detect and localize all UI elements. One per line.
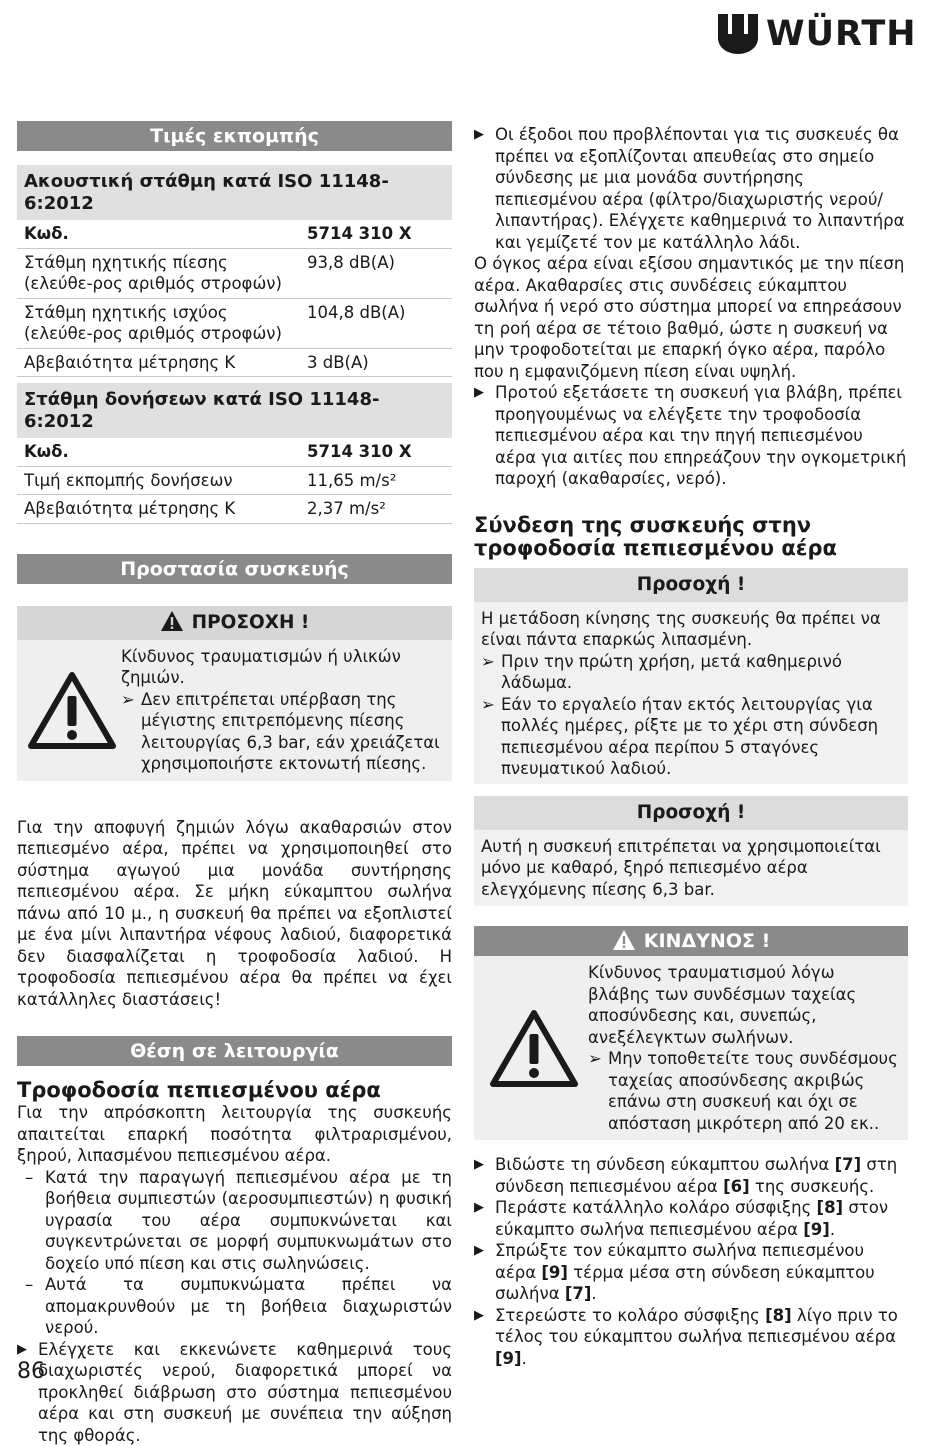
- warning-triangle-icon: [23, 646, 121, 775]
- step-text: .: [522, 1349, 527, 1368]
- arrow-bullet-icon: ➢: [481, 694, 495, 716]
- list-item: [17, 1339, 452, 1446]
- caution-box-lubrication: [474, 568, 908, 784]
- wurth-emblem-icon: [716, 12, 760, 56]
- table-row: [17, 348, 452, 377]
- acoustic-table: [17, 165, 452, 377]
- danger-title: ΚΙΝΔΥΝΟΣ !: [644, 930, 770, 952]
- step-text: Σπρώξτε τον εύκαμπτο σωλήνα πεπιεσμένου αέρα: [495, 1241, 864, 1282]
- list-item-text: Κατά την παραγωγή πεπιεσμένου αέρα με τη βοήθεια συμπιεστών (αεροσυμπιεστών) η φυσική υγρασία του αέρα συμπυκνώνεται και συγκεντρώνεται σε μορφή συμπυκνωμάτων στο δοχείο υπό πίεση και στις σωληνώσεις.: [45, 1167, 452, 1275]
- arrow-bullet-icon: ➢: [588, 1048, 602, 1070]
- warning-small-icon: [160, 610, 184, 644]
- row-label: Στάθμη ηχητικής πίεσης (ελεύθε-ρος αριθμός στροφών): [17, 248, 300, 298]
- list-item: [474, 1154, 908, 1197]
- wurth-logo: [716, 12, 912, 56]
- list-item: [17, 1274, 452, 1339]
- caution-text: Αυτή η συσκευή επιτρέπεται να χρησιμοποιείται μόνο με καθαρό, ξηρό πεπιεσμένο αέρα ελεγχόμενης πίεσης 6,3 bar.: [474, 830, 908, 907]
- step-text: στη σύνδεση πεπιεσμένου αέρα: [495, 1155, 897, 1196]
- acoustic-header: Ακουστική στάθμη κατά ISO 11148-6:2012: [17, 165, 452, 220]
- row-value: 11,65 m/s²: [300, 466, 452, 495]
- caution-header: [17, 606, 452, 640]
- vibration-code-label: Κωδ.: [17, 438, 300, 466]
- caution-title: ΠΡΟΣΟΧΗ !: [192, 612, 310, 633]
- step-ref: [7]: [835, 1155, 862, 1174]
- triangle-bullet-icon: ▶: [474, 1240, 484, 1262]
- protection-paragraph: Για την αποφυγή ζημιών λόγω ακαθαρσιών στον πεπιεσμένο αέρα, πρέπει να χρησιμοποιηθεί στο σύστημα αγωγού μια μονάδα συντήρησης πεπιεσμένου αέρα. Σε μήκη εύκαμπτου σωλήνα πάνω από 10 μ., η συσκευή θα πρέπει να εξοπλιστεί με ένα μίνι λιπαντήρα νέφους λαδιού, διαφορετικά δεν διασφαλίζεται η τροφοδοσία λαδιού. Η τροφοδοσία πεπιεσμένου αέρα θα πρέπει να έχει κατάλληλες διαστάσεις!: [17, 817, 452, 1011]
- dash-bullet-icon: –: [25, 1167, 33, 1189]
- left-column: [17, 121, 452, 1446]
- step-text: .: [591, 1284, 596, 1303]
- table-row: [17, 298, 452, 348]
- step-ref: [8]: [765, 1306, 792, 1325]
- caution-box-clean-air: [474, 796, 908, 907]
- row-value: 2,37 m/s²: [300, 495, 452, 524]
- row-label: Αβεβαιότητα μέτρησης K: [17, 348, 300, 377]
- steps-list: [474, 1154, 908, 1369]
- step-ref: [6]: [723, 1177, 750, 1196]
- row-label: Στάθμη ηχητικής ισχύος (ελεύθε-ρος αριθμός στροφών): [17, 298, 300, 348]
- caution-bullet: Δεν επιτρέπεται υπέρβαση της μέγιστης επιτρεπόμενης πίεσης λειτουργίας 6,3 bar, εάν χρειάζεται χρησιμοποιήστε εκτονωτή πίεσης.: [141, 690, 440, 774]
- table-row: [17, 248, 452, 298]
- warning-small-icon: [612, 929, 636, 960]
- step-text: τέρμα μέσα στη σύνδεση εύκαμπτου σωλήνα: [495, 1263, 875, 1304]
- caution-bullet: Πριν την πρώτη χρήση, μετά καθημερινό λάδωμα.: [501, 652, 842, 693]
- list-item: [474, 382, 908, 490]
- danger-bullet: Μην τοποθετείτε τους συνδέσμους ταχείας αποσύνδεσης ακριβώς επάνω στη συσκευή και όχι σε απόσταση μικρότερη από 20 εκ..: [608, 1049, 898, 1133]
- arrow-bullet-icon: ➢: [121, 689, 135, 711]
- operation-title: Θέση σε λειτουργία: [17, 1036, 452, 1066]
- triangle-bullet-icon: ▶: [474, 124, 484, 146]
- list-item-text: Προτού εξετάσετε τη συσκευή για βλάβη, πρέπει προηγουμένως να ελέγξετε την τροφοδοσία πεπιεσμένου αέρα και την πηγή πεπιεσμένου αέρα για αιτίες που επηρεάζουν την ογκομετρική παροχή (ακαθαρσίες, νερό).: [495, 382, 908, 490]
- triangle-bullet-icon: ▶: [474, 382, 484, 404]
- table-row: [17, 495, 452, 524]
- acoustic-code-label: Κωδ.: [17, 220, 300, 248]
- caution-text: Η μετάδοση κίνησης της συσκευής θα πρέπει να είναι πάντα επαρκώς λιπασμένη.: [481, 608, 900, 651]
- step-ref: [7]: [565, 1284, 592, 1303]
- step-text: Στερεώστε το κολάρο σύσφιξης: [495, 1306, 765, 1325]
- list-item-text: Αυτά τα συμπυκνώματα πρέπει να απομακρυνθούν με τη βοήθεια διαχωριστών νερού.: [45, 1274, 452, 1339]
- step-text: στον εύκαμπτο σωλήνα πεπιεσμένου αέρα: [495, 1198, 888, 1239]
- row-value: 104,8 dB(A): [300, 298, 452, 348]
- arrow-bullet-icon: ➢: [481, 651, 495, 673]
- step-ref: [9]: [803, 1220, 830, 1239]
- volume-paragraph: Ο όγκος αέρα είναι εξίσου σημαντικός με την πίεση αέρα. Ακαθαρσίες στις συνδέσεις εύκαμπτου σωλήνα ή νερό στο σύστημα μπορεί να επηρεάσουν τη ροή αέρα σε τέτοιο βαθμό, ώστε η συσκευή να μην τροφοδοτείται με επαρκή όγκο αέρα, παρόλο που η εμφανιζόμενη πίεση είναι υψηλή.: [474, 253, 908, 382]
- right-column: [474, 124, 908, 1369]
- page-number: 86: [17, 1359, 45, 1385]
- caution-bullet: Εάν το εργαλείο ήταν εκτός λειτουργίας για πολλές ημέρες, ρίξτε με το χέρι στη σύνδεση πεπιεσμένου αέρα περίπου 5 σταγόνες πνευματικού λαδιού.: [501, 695, 878, 779]
- connection-heading: Σύνδεση της συσκευής στην τροφοδοσία πεπιεσμένου αέρα: [474, 514, 908, 560]
- triangle-bullet-icon: ▶: [474, 1305, 484, 1327]
- supply-intro: Για την απρόσκοπτη λειτουργία της συσκευής απαιτείται επαρκή ποσότητα φιλτραρισμένου, ξηρού, λιπασμένου πεπιεσμένου αέρα.: [17, 1102, 452, 1167]
- vibration-header: Στάθμη δονήσεων κατά ISO 11148-6:2012: [17, 383, 452, 438]
- step-ref: [9]: [495, 1349, 522, 1368]
- vibration-table: [17, 383, 452, 524]
- step-ref: [9]: [541, 1263, 568, 1282]
- list-item: [474, 1305, 908, 1370]
- list-item: [474, 1197, 908, 1240]
- row-value: 93,8 dB(A): [300, 248, 452, 298]
- list-item: [474, 1240, 908, 1305]
- triangle-bullet-icon: ▶: [17, 1339, 27, 1361]
- table-row: [17, 466, 452, 495]
- list-item-text: Ελέγχετε και εκκενώνετε καθημερινά τους διαχωριστές νερού, διαφορετικά μπορεί να προκληθεί διάβρωση στο σύστημα πεπιεσμένου αέρα και στη συσκευή με συνέπεια την αύξηση της φθοράς.: [38, 1339, 452, 1446]
- protection-title: Προστασία συσκευής: [17, 554, 452, 584]
- triangle-bullet-icon: ▶: [474, 1197, 484, 1219]
- step-text: της συσκευής.: [750, 1177, 875, 1196]
- dash-bullet-icon: –: [25, 1274, 33, 1296]
- triangle-bullet-icon: ▶: [474, 1154, 484, 1176]
- list-item: [17, 1167, 452, 1275]
- row-label: Αβεβαιότητα μέτρησης K: [17, 495, 300, 524]
- caution-header: Προσοχή !: [474, 568, 908, 602]
- caution-text: Κίνδυνος τραυματισμών ή υλικών ζημιών.: [121, 646, 444, 689]
- warning-triangle-icon: [480, 962, 588, 1134]
- acoustic-code-value: 5714 310 X: [300, 220, 452, 248]
- step-text: Βιδώστε τη σύνδεση εύκαμπτου σωλήνα: [495, 1155, 835, 1174]
- danger-box: [474, 926, 908, 1140]
- list-item-text: Οι έξοδοι που προβλέπονται για τις συσκευές θα πρέπει να εξοπλίζονται απευθείας στο σημείο σύνδεσης με μια μονάδα συντήρησης πεπιεσμένου αέρα (φίλτρο/διαχωριστής νερού/λιπαντήρας). Ελέγχετε καθημερινά το λιπαντήρα και γεμίζετέ τον με κατάλληλο λάδι.: [495, 124, 908, 253]
- row-label: Τιμή εκπομπής δονήσεων: [17, 466, 300, 495]
- brand-name: WÜRTH: [766, 12, 917, 56]
- row-value: 3 dB(A): [300, 348, 452, 377]
- danger-text: Κίνδυνος τραυματισμού λόγω βλάβης των συνδέσμων ταχείας αποσύνδεσης και, συνεπώς, ανεξέλεγκτων σωλήνων.: [588, 962, 900, 1048]
- step-text: Περάστε κατάλληλο κολάρο σύσφιξης: [495, 1198, 817, 1217]
- list-item: [474, 124, 908, 253]
- step-ref: [8]: [817, 1198, 844, 1217]
- danger-header: [474, 926, 908, 956]
- vibration-code-value: 5714 310 X: [300, 438, 452, 466]
- supply-heading: Τροφοδοσία πεπιεσμένου αέρα: [17, 1079, 452, 1102]
- step-text: .: [830, 1220, 835, 1239]
- step-text: λίγο πριν το τέλος του εύκαμπτου σωλήνα πεπιεσμένου αέρα: [495, 1306, 898, 1347]
- caution-header: Προσοχή !: [474, 796, 908, 830]
- caution-box: [17, 606, 452, 781]
- emissions-title: Τιμές εκπομπής: [17, 121, 452, 151]
